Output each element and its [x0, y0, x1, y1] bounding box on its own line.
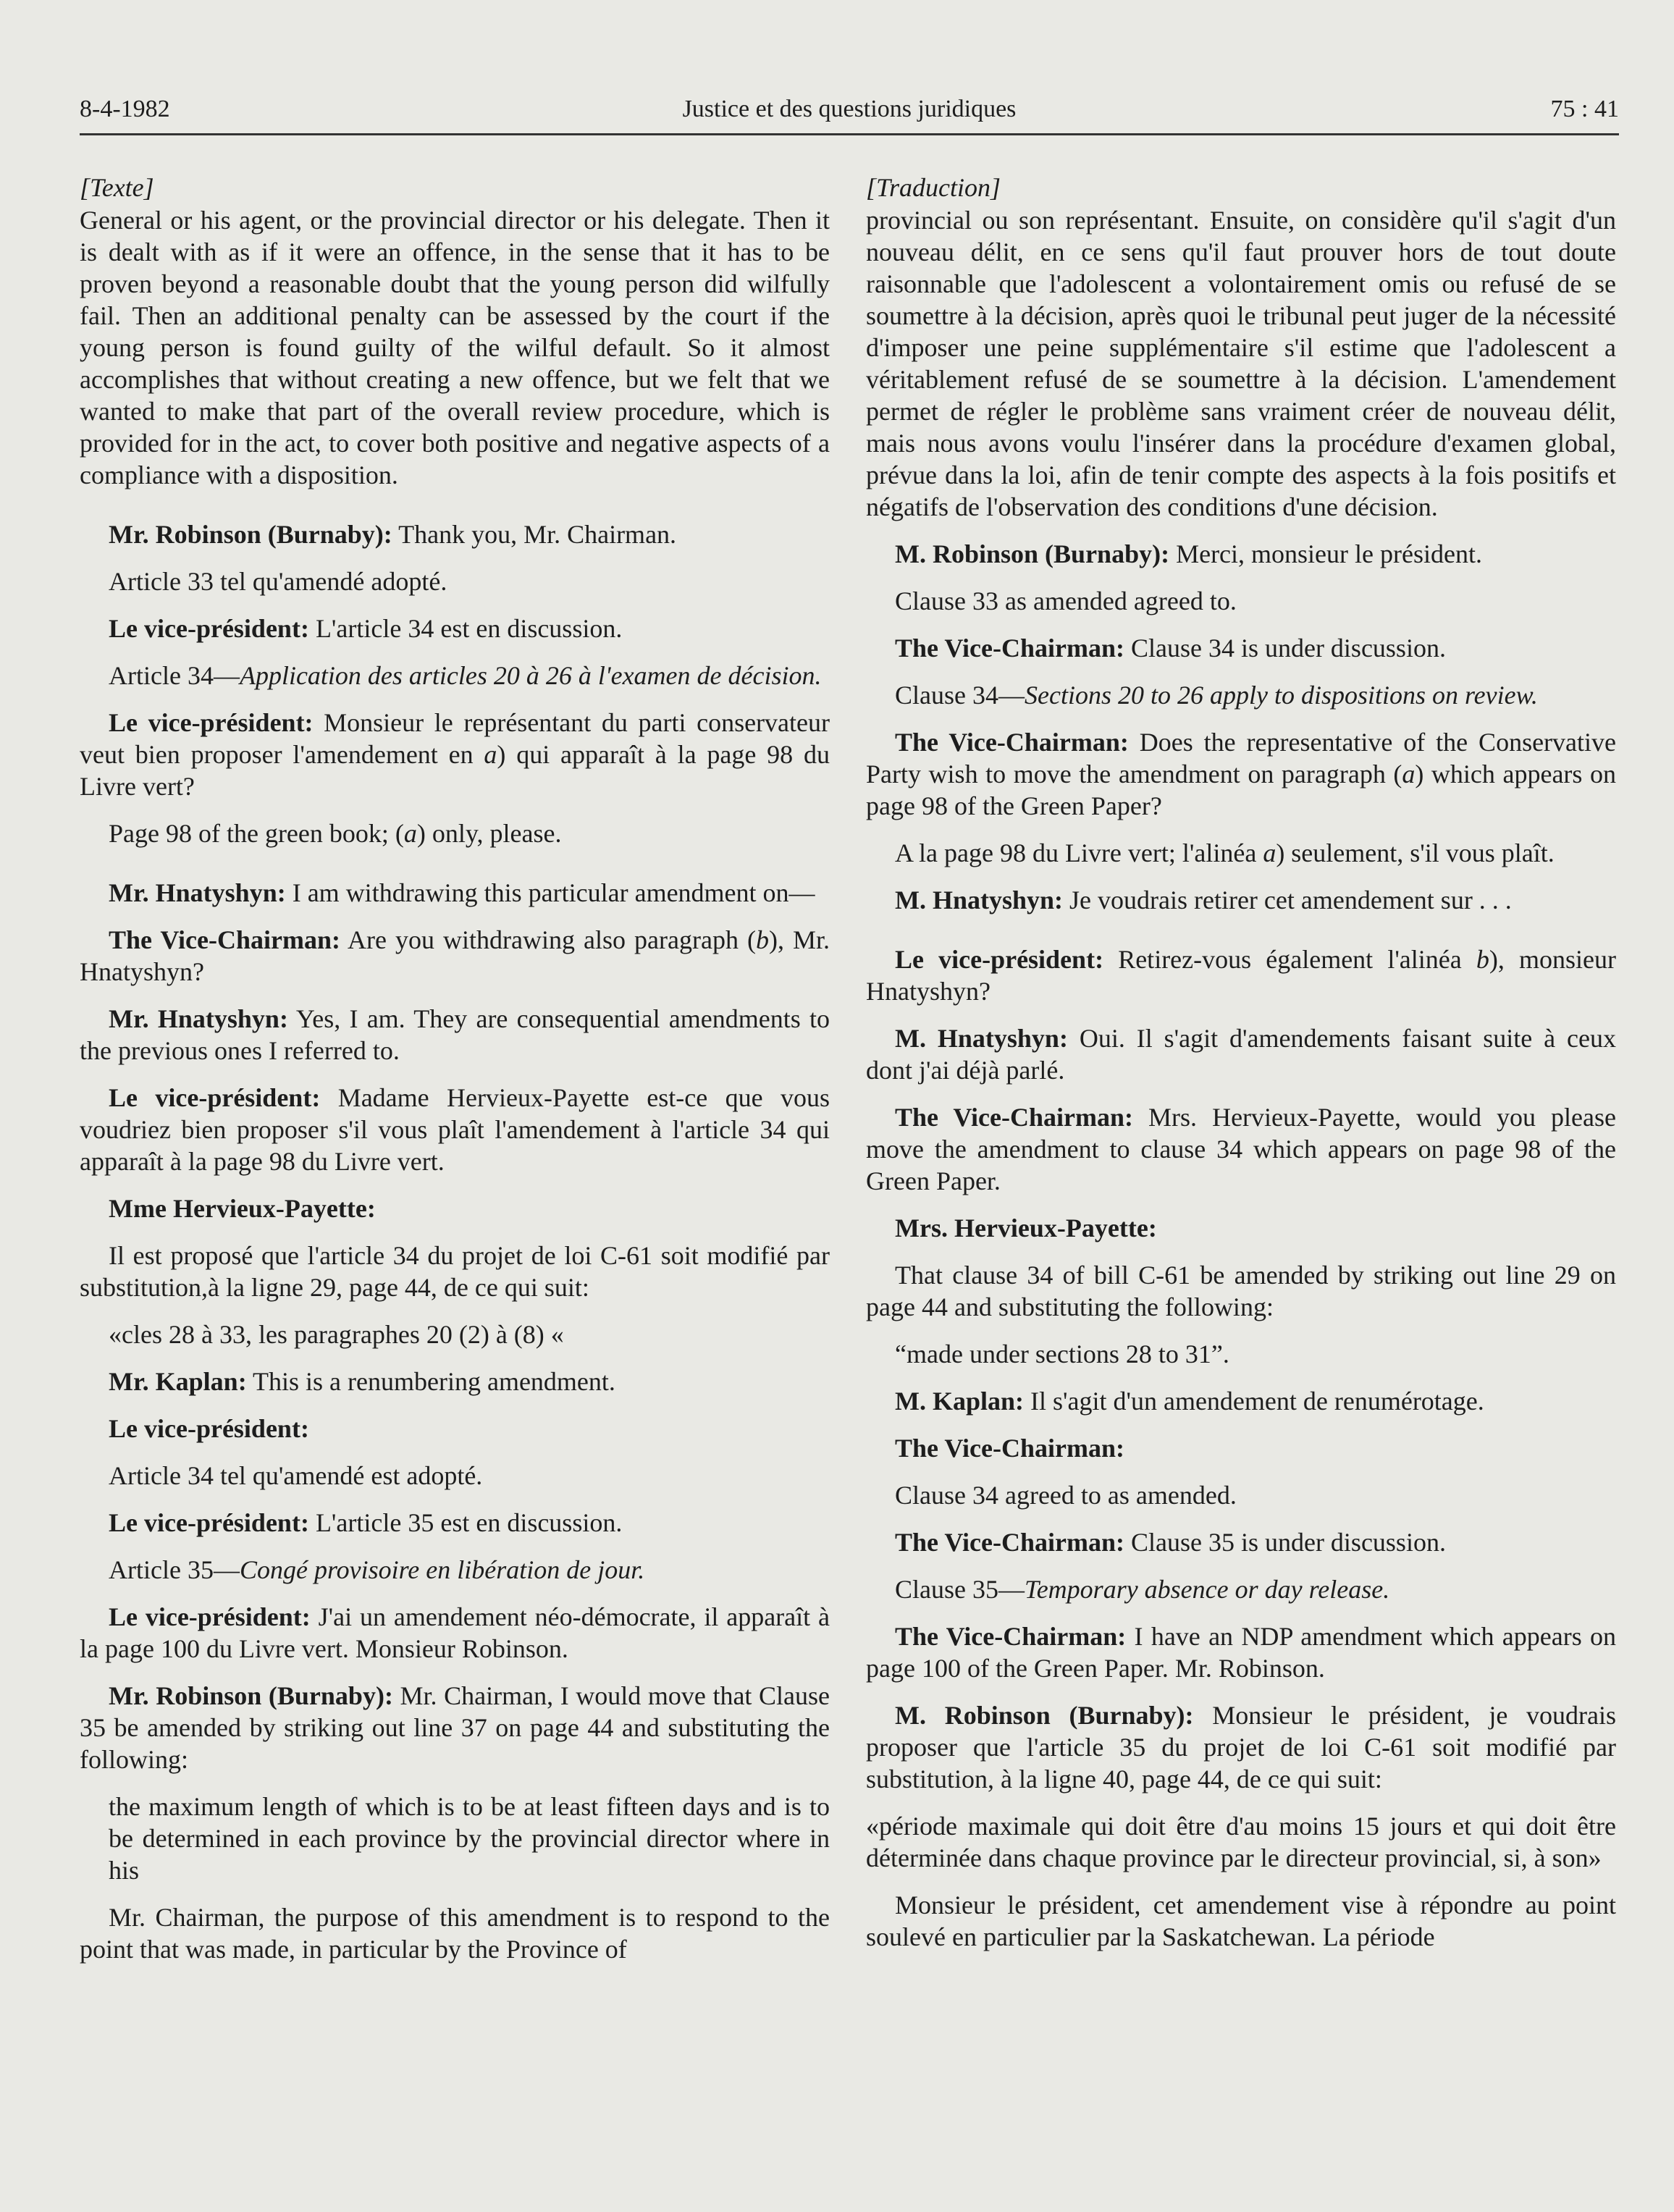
paragraph: Mr. Hnatyshyn: I am withdrawing this particular amendment on—	[109, 878, 815, 907]
speaker: M. Kaplan:	[895, 1387, 1025, 1416]
quoted-amendment: «période maximale qui doit être d'au moins 15 jours et qui doit être déterminée dans chaque province par le directeur provincial, si, à son»	[866, 1812, 1616, 1872]
paragraph: Clause 33 as amended agreed to.	[895, 586, 1237, 615]
speaker: Le vice-président:	[895, 945, 1104, 974]
right-column	[866, 172, 1616, 1968]
paragraph: Le vice-président: Madame Hervieux-Payette est-ce que vous voudriez bien proposer s'il vous plaît l'amendement à l'article 34 qui apparaît à la page 98 du Livre vert.	[80, 1083, 830, 1176]
paragraph: M. Hnatyshyn: Oui. Il s'agit d'amendements faisant suite à ceux dont j'ai déjà parlé.	[866, 1024, 1617, 1085]
paragraph: Mr. Robinson (Burnaby): Mr. Chairman, I would move that Clause 35 be amended by striking out line 37 on page 44 and substituting the following:	[80, 1681, 830, 1774]
speaker: Mrs. Hervieux-Payette:	[895, 1214, 1157, 1242]
paragraph: Le vice-président: J'ai un amendement néo-démocrate, il apparaît à la page 100 du Livre vert. Monsieur Robinson.	[80, 1602, 830, 1663]
column-label: [Traduction]	[866, 173, 1001, 202]
paragraph: Mr. Hnatyshyn: Yes, I am. They are consequential amendments to the previous ones I referred to.	[80, 1004, 830, 1065]
speaker: M. Hnatyshyn:	[895, 1024, 1068, 1053]
speaker: The Vice-Chairman:	[895, 1103, 1133, 1132]
speaker: The Vice-Chairman:	[895, 634, 1124, 663]
paragraph: General or his agent, or the provincial director or his delegate. Then it is dealt with as if it were an offence, in the sense that it has to be proven beyond a reasonable doubt that the young person did wilfully fail. Then an additional penalty can be assessed by the court if the young person is found guilty of the wilful default. So it almost accomplishes that without creating a new offence, but we felt that we wanted to make that part of the overall review procedure, which is provided for in the act, to cover both positive and negative aspects of a compliance with a disposition.	[80, 206, 830, 489]
paragraph: The Vice-Chairman: Are you withdrawing also paragraph (b), Mr. Hnatyshyn?	[80, 925, 830, 986]
paragraph: The Vice-Chairman: Clause 35 is under discussion.	[895, 1528, 1446, 1557]
paragraph: Il est proposé que l'article 34 du projet de loi C-61 soit modifié par substitution,à la ligne 29, page 44, de ce qui suit:	[80, 1241, 830, 1302]
page-header	[80, 93, 1619, 135]
paragraph: Article 35—Congé provisoire en libération de jour.	[109, 1555, 645, 1584]
header-title: Justice et des questions juridiques	[682, 96, 1017, 122]
paragraph: Le vice-président: Retirez-vous également l'alinéa b), monsieur Hnatyshyn?	[866, 945, 1616, 1006]
paragraph: Article 33 tel qu'amendé adopté.	[109, 567, 447, 596]
paragraph: Article 34 tel qu'amendé est adopté.	[109, 1461, 483, 1490]
speaker: The Vice-Chairman:	[895, 728, 1129, 757]
header-date: 8-4-1982	[80, 96, 170, 122]
paragraph: Clause 35—Temporary absence or day release.	[895, 1575, 1390, 1604]
paragraph: M. Robinson (Burnaby): Merci, monsieur le président.	[895, 539, 1482, 568]
quoted-amendment: the maximum length of which is to be at least fifteen days and is to be determined in each province by the provincial director where in his	[109, 1792, 830, 1885]
paragraph: Le vice-président: L'article 34 est en discussion.	[109, 614, 623, 643]
speaker: Le vice-président:	[109, 1602, 311, 1631]
left-column	[80, 172, 830, 1980]
speaker: The Vice-Chairman:	[895, 1528, 1124, 1557]
paragraph	[80, 1413, 830, 1444]
paragraph	[866, 1212, 1616, 1244]
paragraph: Mr. Robinson (Burnaby): Thank you, Mr. Chairman.	[109, 520, 677, 549]
paragraph: provincial ou son représentant. Ensuite, on considère qu'il s'agit d'un nouveau délit, en ce sens qu'il faut prouver hors de tout doute raisonnable que l'adolescent a volontairement omis ou refusé de se soumettre à la décision, après quoi le tribunal peut juger de la nécessité d'imposer une peine supplémentaire s'il estime que l'adolescent a véritablement refusé de se soumettre à la décision. L'amendement permet de régler le problème sans vraiment créer de nouveau délit, mais nous avons voulu l'insérer dans la procédure d'examen global, prévue dans la loi, afin de tenir compte des aspects à la fois positifs et négatifs de l'observation des conditions d'une décision.	[866, 206, 1616, 521]
paragraph: Clause 34 agreed to as amended.	[895, 1481, 1237, 1510]
speaker: Le vice-président:	[109, 708, 314, 737]
speaker: The Vice-Chairman:	[109, 925, 340, 954]
speaker: Mr. Hnatyshyn:	[109, 878, 286, 907]
speaker: Le vice-président:	[109, 1083, 321, 1112]
paragraph: M. Robinson (Burnaby): Monsieur le président, je voudrais proposer que l'article 35 du projet de loi C-61 soit modifié par substitution, à la ligne 40, page 44, de ce qui suit:	[866, 1701, 1616, 1793]
speaker: Mr. Hnatyshyn:	[109, 1004, 288, 1033]
speaker: M. Hnatyshyn:	[895, 886, 1064, 914]
paragraph: Le vice-président: L'article 35 est en discussion.	[109, 1508, 623, 1537]
speaker: Mr. Robinson (Burnaby):	[109, 520, 392, 549]
paragraph: Monsieur le président, cet amendement vise à répondre au point soulevé en particulier par la Saskatchewan. La période	[866, 1891, 1616, 1951]
header-page-number: 75 : 41	[1550, 96, 1619, 122]
speaker: Mr. Robinson (Burnaby):	[109, 1681, 393, 1710]
speaker: The Vice-Chairman:	[895, 1622, 1127, 1651]
paragraph: A la page 98 du Livre vert; l'alinéa a) seulement, s'il vous plaît.	[895, 838, 1555, 867]
speaker: The Vice-Chairman:	[895, 1434, 1124, 1463]
paragraph: Le vice-président: Monsieur le représentant du parti conservateur veut bien proposer l'amendement en a) qui apparaît à la page 98 du Livre vert?	[80, 708, 830, 801]
speaker: Mme Hervieux-Payette:	[109, 1194, 376, 1223]
paragraph: The Vice-Chairman: Mrs. Hervieux-Payette, would you please move the amendment to clause 34 which appears on page 98 of the Green Paper.	[866, 1103, 1616, 1195]
paragraph: That clause 34 of bill C-61 be amended by striking out line 29 on page 44 and substituting the following:	[866, 1261, 1616, 1321]
paragraph: «cles 28 à 33, les paragraphes 20 (2) à (8) «	[109, 1320, 564, 1349]
paragraph: Article 34—Application des articles 20 à 26 à l'examen de décision.	[109, 661, 822, 690]
paragraph	[866, 1432, 1616, 1464]
speaker: Le vice-président:	[109, 1508, 309, 1537]
paragraph: Mr. Kaplan: This is a renumbering amendment.	[109, 1367, 615, 1396]
paragraph: Page 98 of the green book; (a) only, please.	[109, 819, 562, 848]
paragraph: Mr. Chairman, the purpose of this amendment is to respond to the point that was made, in particular by the Province of	[80, 1903, 830, 1964]
column-label: [Texte]	[80, 173, 154, 202]
paragraph: M. Hnatyshyn: Je voudrais retirer cet amendement sur . . .	[895, 886, 1512, 914]
paragraph: “made under sections 28 to 31”.	[895, 1340, 1229, 1368]
speaker: Le vice-président:	[109, 614, 309, 643]
speaker: Le vice-président:	[109, 1414, 309, 1443]
paragraph: M. Kaplan: Il s'agit d'un amendement de renumérotage.	[895, 1387, 1484, 1416]
speaker: M. Robinson (Burnaby):	[895, 539, 1170, 568]
speaker: M. Robinson (Burnaby):	[895, 1701, 1194, 1730]
paragraph: Clause 34—Sections 20 to 26 apply to dispositions on review.	[895, 681, 1538, 710]
paragraph: The Vice-Chairman: Clause 34 is under discussion.	[895, 634, 1446, 663]
paragraph	[80, 1193, 830, 1224]
paragraph: The Vice-Chairman: I have an NDP amendment which appears on page 100 of the Green Paper. Mr. Robinson.	[866, 1622, 1617, 1683]
paragraph: The Vice-Chairman: Does the representative of the Conservative Party wish to move the amendment on paragraph (a) which appears on page 98 of the Green Paper?	[866, 728, 1617, 820]
speaker: Mr. Kaplan:	[109, 1367, 247, 1396]
